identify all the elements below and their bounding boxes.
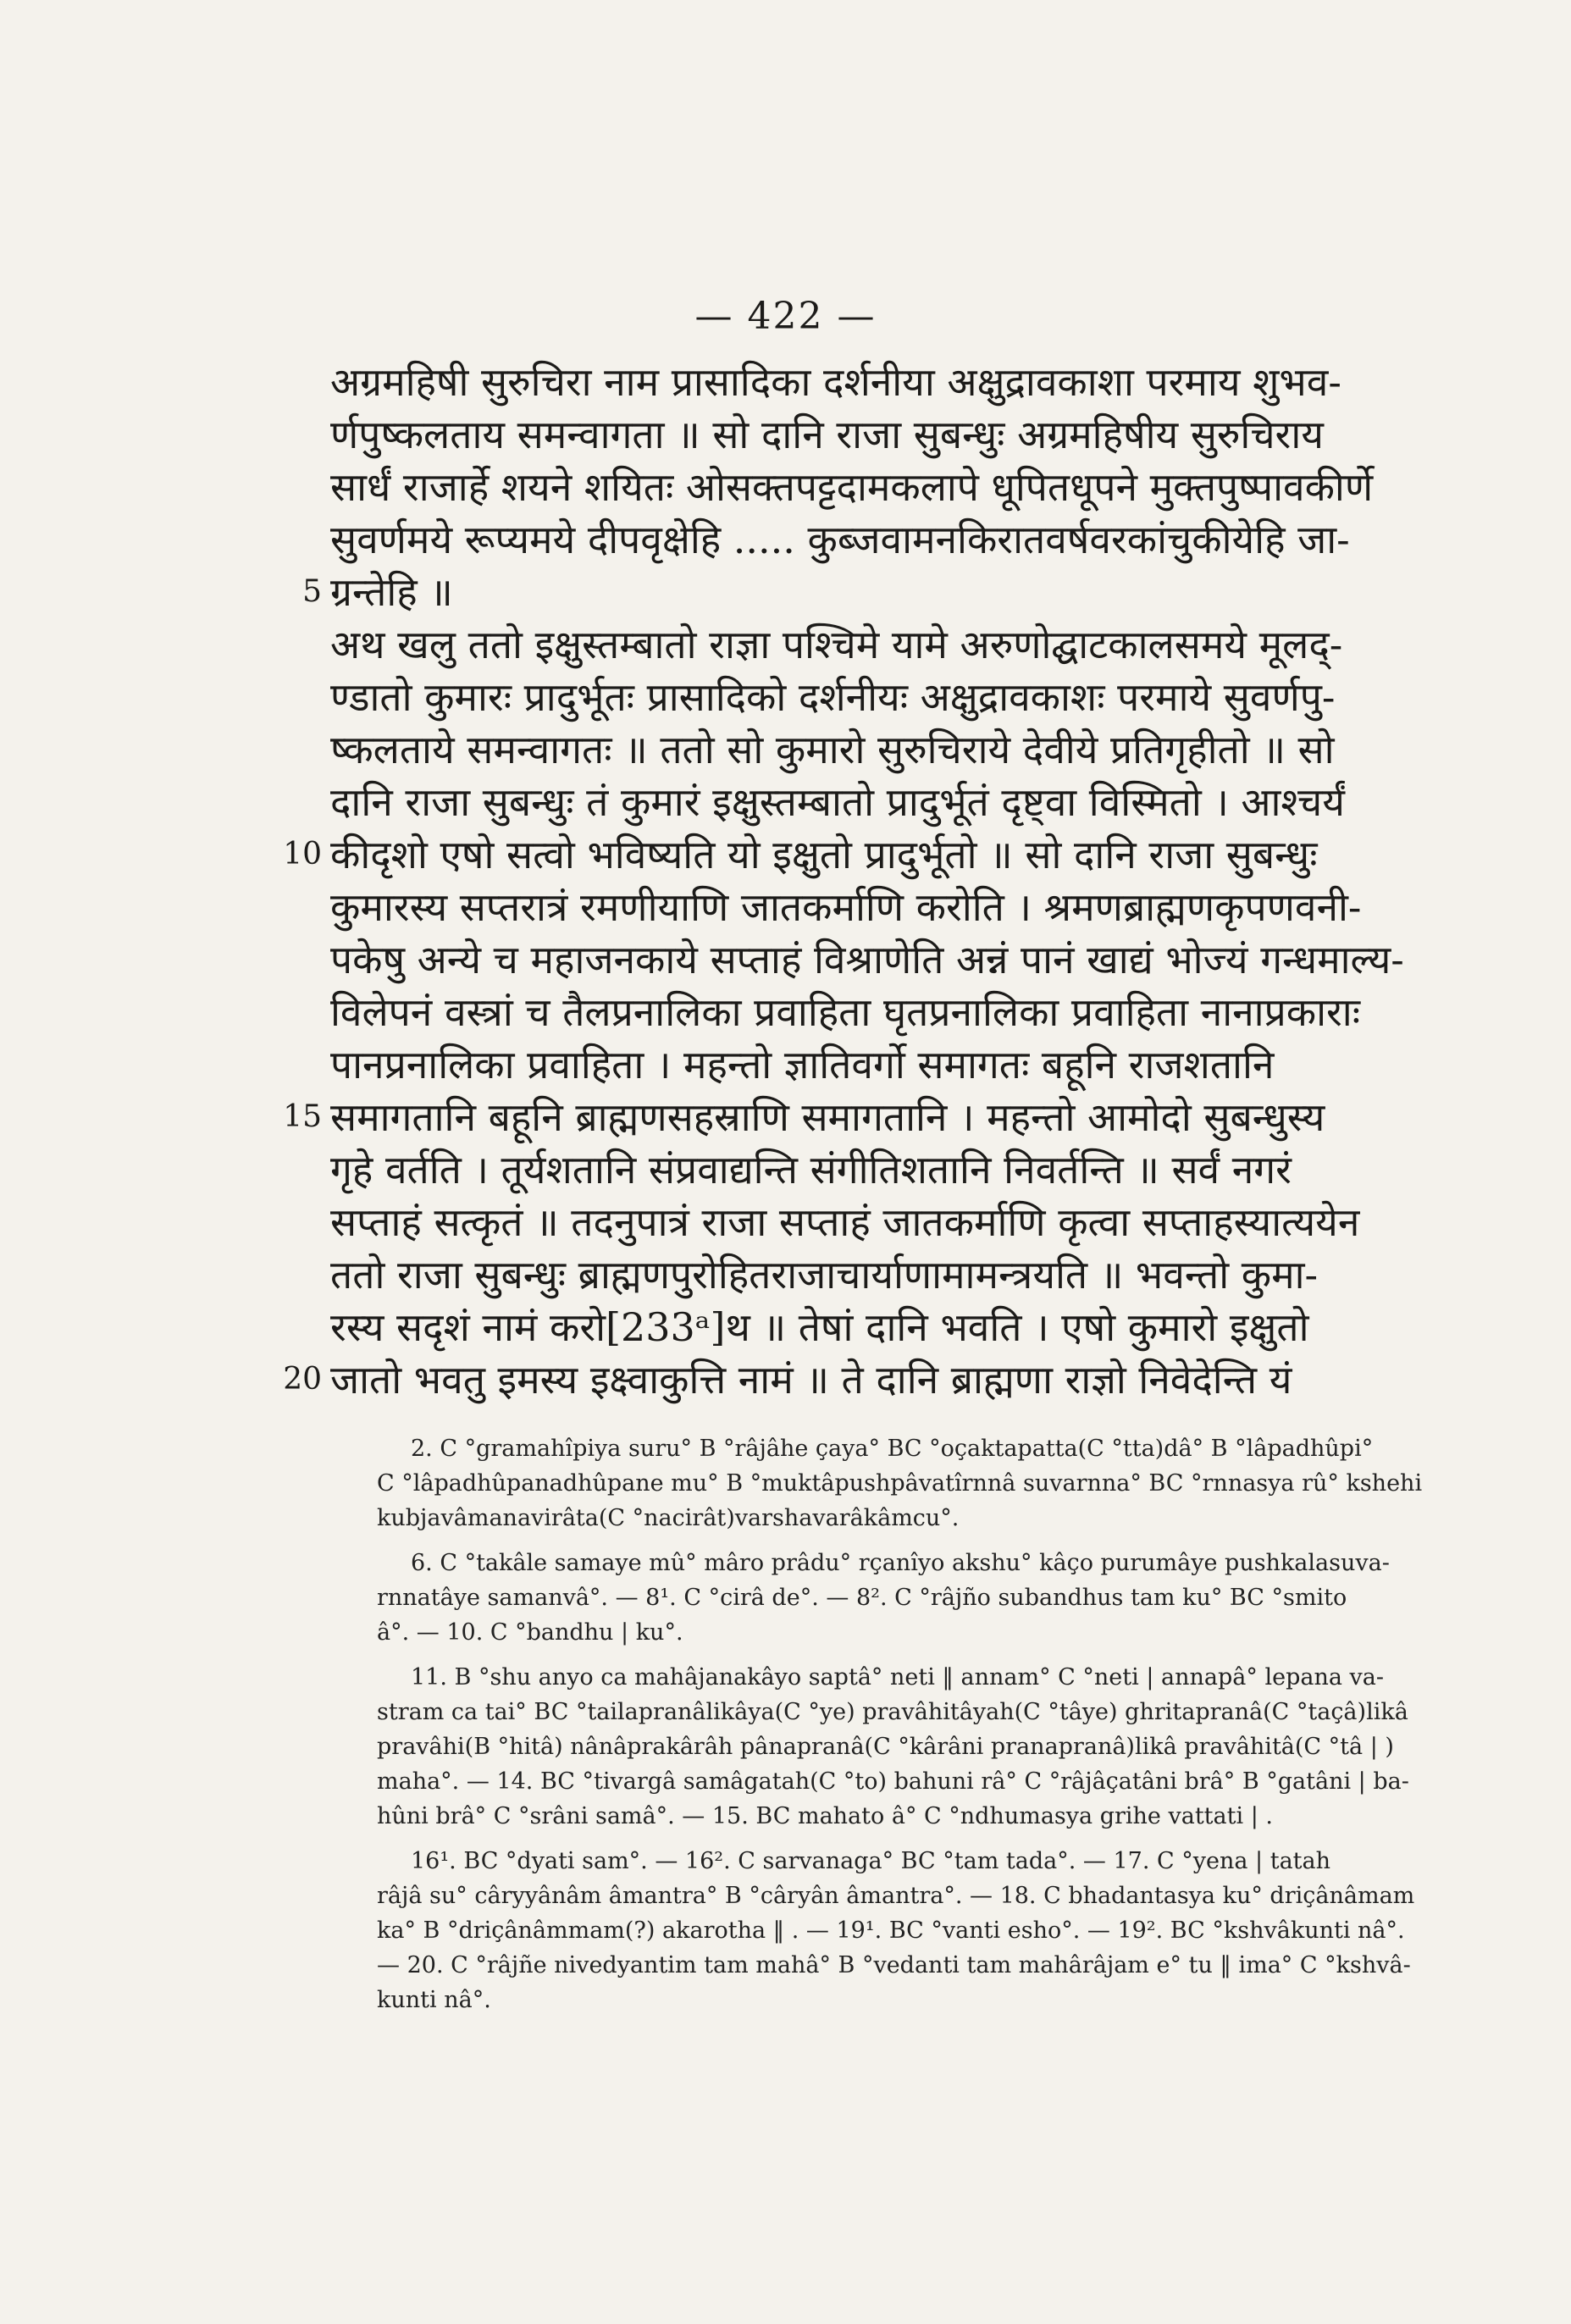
text-line bbox=[283, 828, 1491, 881]
footnote-line: 16¹. BC °dyati sam°. — 16². C sarvanaga° BC °tam tada°. — 17. C °yena | tatah bbox=[411, 1848, 1330, 1874]
footnote-line: rnnatâye samanvâ°. — 8¹. C °cirâ de°. — 8². C °râjño subandhus tam ku° BC °smito bbox=[377, 1585, 1347, 1611]
text-line bbox=[330, 933, 1491, 986]
footnote-line: kunti nâ°. bbox=[377, 1987, 491, 2013]
text-line bbox=[330, 723, 1491, 776]
text-line bbox=[283, 1091, 1491, 1143]
text-line bbox=[330, 356, 1491, 408]
line-text: समागतानि बहूनि ब्राह्मणसहस्राणि समागतानि । महन्तो आमोदो सुबन्धुस्य bbox=[330, 1094, 1325, 1140]
footnotes bbox=[377, 1431, 1478, 2028]
text-line bbox=[283, 1353, 1491, 1406]
text-line bbox=[330, 881, 1491, 933]
footnote-line: â°. — 10. C °bandhu | ku°. bbox=[377, 1619, 683, 1646]
footnote-line: stram ca tai° BC °tailapranâlikâya(C °ye) pravâhitâyah(C °tâye) ghritapranâ(C °taçâ)likâ bbox=[377, 1699, 1408, 1725]
line-number: 15 bbox=[283, 1099, 322, 1134]
text-line bbox=[330, 1196, 1491, 1248]
footnote-line: 2. C °gramahîpiya suru° B °râjâhe çaya° BC °oçaktapatta(C °tta)dâ° B °lâpadhûpi° bbox=[411, 1436, 1374, 1462]
line-text: पकेषु अन्ये च महाजनकाये सप्ताहं विश्राणेति अन्नं पानं खाद्यं भोज्यं गन्धमाल्य- bbox=[330, 937, 1404, 982]
line-text: ग्रन्तेहि ॥ bbox=[330, 569, 453, 615]
text-line bbox=[330, 408, 1491, 461]
footnote-line: hûni brâ° C °srâni samâ°. — 15. BC mahato â° C °ndhumasya grihe vattati | . bbox=[377, 1803, 1273, 1829]
text-line bbox=[330, 618, 1491, 671]
footnote-line: 11. B °shu anyo ca mahâjanakâyo saptâ° neti ‖ annam° C °neti | annapâ° lepana va- bbox=[411, 1664, 1385, 1690]
text-line bbox=[330, 513, 1491, 566]
line-text: जातो भवतु इमस्य इक्ष्वाकुत्ति नामं ॥ ते दानि ब्राह्मणा राज्ञो निवेदेन्ति यं bbox=[330, 1357, 1292, 1403]
line-number: 5 bbox=[302, 574, 322, 609]
footnote-paragraph bbox=[377, 1844, 1478, 2017]
main-text bbox=[283, 356, 1491, 1406]
page-number: — 422 — bbox=[694, 295, 877, 338]
text-line bbox=[330, 671, 1491, 723]
line-text: अग्रमहिषी सुरुचिरा नाम प्रासादिका दर्शनीया अक्षुद्रावकाशा परमाय शुभव- bbox=[330, 359, 1341, 405]
text-line bbox=[330, 1038, 1491, 1091]
footnote-paragraph bbox=[377, 1660, 1478, 1834]
line-text: सार्धं राजार्हे शयने शयितः ओसक्तपट्टदामकलापे धूपितधूपने मुक्तपुष्पावकीर्णे bbox=[330, 464, 1374, 510]
line-text: रस्य सदृशं नामं करो[233ᵃ]थ ॥ तेषां दानि भवति । एषो कुमारो इक्षुतो bbox=[330, 1304, 1309, 1350]
line-text: गृहे वर्तति । तूर्यशतानि संप्रवाद्यन्ति संगीतिशतानि निवर्तन्ति ॥ सर्वं नगरं bbox=[330, 1147, 1292, 1192]
footnote-line: pravâhi(B °hitâ) nânâprakârâh pânapranâ(C °kârâni pranapranâ)likâ pravâhitâ(C °tâ | ) bbox=[377, 1734, 1394, 1760]
line-text: सप्ताहं सत्कृतं ॥ तदनुपात्रं राजा सप्ताहं जातकर्माणि कृत्वा सप्ताहस्यात्ययेन bbox=[330, 1199, 1360, 1245]
footnote-line: ka° B °driçânâmmam(?) akarotha ‖ . — 19¹. BC °vanti esho°. — 19². BC °kshvâkunti nâ°. bbox=[377, 1917, 1405, 1944]
footnote-line: 6. C °takâle samaye mû° mâro prâdu° rçanîyo akshu° kâço purumâye pushkalasuva- bbox=[411, 1550, 1390, 1576]
line-text: पानप्रनालिका प्रवाहिता । महन्तो ज्ञातिवर्गो समागतः बहूनि राजशतानि bbox=[330, 1042, 1275, 1087]
text-line bbox=[302, 566, 1491, 618]
footnote-line: C °lâpadhûpanadhûpane mu° B °muktâpushpâvatîrnnâ suvarnna° BC °rnnasya rû° kshehi bbox=[377, 1470, 1423, 1497]
line-text: ष्कलताये समन्वागतः ॥ ततो सो कुमारो सुरुचिराये देवीये प्रतिगृहीतो ॥ सो bbox=[330, 727, 1335, 772]
text-line bbox=[330, 461, 1491, 513]
footnote-line: — 20. C °râjñe nivedyantim tam mahâ° B °vedanti tam mahârâjam e° tu ‖ ima° C °kshvâ- bbox=[377, 1952, 1411, 1978]
line-text: ण्डातो कुमारः प्रादुर्भूतः प्रासादिको दर्शनीयः अक्षुद्रावकाशः परमाये सुवर्णपु- bbox=[330, 674, 1336, 720]
footnote-line: maha°. — 14. BC °tivargâ samâgatah(C °to) bahuni râ° C °râjâçatâni brâ° B °gatâni | ba- bbox=[377, 1768, 1409, 1795]
line-text: कीदृशो एषो सत्वो भविष्यति यो इक्षुतो प्रादुर्भूतो ॥ सो दानि राजा सुबन्धुः bbox=[330, 832, 1318, 877]
line-text: दानि राजा सुबन्धुः तं कुमारं इक्षुस्तम्बातो प्रादुर्भूतं दृष्ट्वा विस्मितो । आश्चर्यं bbox=[330, 779, 1345, 825]
line-text: अथ खलु ततो इक्षुस्तम्बातो राज्ञा पश्चिमे यामे अरुणोद्घाटकालसमये मूलद्- bbox=[330, 622, 1343, 667]
text-line bbox=[330, 776, 1491, 828]
line-text: सुवर्णमये रूप्यमये दीपवृक्षेहि ..... कुब्जवामनकिरातवर्षवरकांचुकीयेहि जा- bbox=[330, 517, 1350, 562]
footnote-paragraph bbox=[377, 1546, 1478, 1650]
line-text: ततो राजा सुबन्धुः ब्राह्मणपुरोहितराजाचार्याणामामन्त्रयति ॥ भवन्तो कुमा- bbox=[330, 1252, 1319, 1298]
text-line bbox=[330, 1301, 1491, 1353]
text-line bbox=[330, 986, 1491, 1038]
footnote-paragraph bbox=[377, 1431, 1478, 1536]
line-text: विलेपनं वस्त्रां च तैलप्रनालिका प्रवाहिता घृतप्रनालिका प्रवाहिता नानाप्रकाराः bbox=[330, 989, 1361, 1035]
line-text: र्णपुष्कलताय समन्वागता ॥ सो दानि राजा सुबन्धुः अग्रमहिषीय सुरुचिराय bbox=[330, 412, 1324, 457]
footnote-line: kubjavâmanavirâta(C °nacirât)varshavarâkâmcu°. bbox=[377, 1505, 960, 1531]
footnote-line: râjâ su° câryyânâm âmantra° B °câryân âmantra°. — 18. C bhadantasya ku° driçânâmam bbox=[377, 1883, 1415, 1909]
text-line bbox=[330, 1143, 1491, 1196]
line-number: 10 bbox=[283, 837, 322, 872]
line-number: 20 bbox=[283, 1362, 322, 1397]
text-line bbox=[330, 1248, 1491, 1301]
line-text: कुमारस्य सप्तरात्रं रमणीयाणि जातकर्माणि करोति । श्रमणब्राह्मणकृपणवनी- bbox=[330, 884, 1362, 930]
